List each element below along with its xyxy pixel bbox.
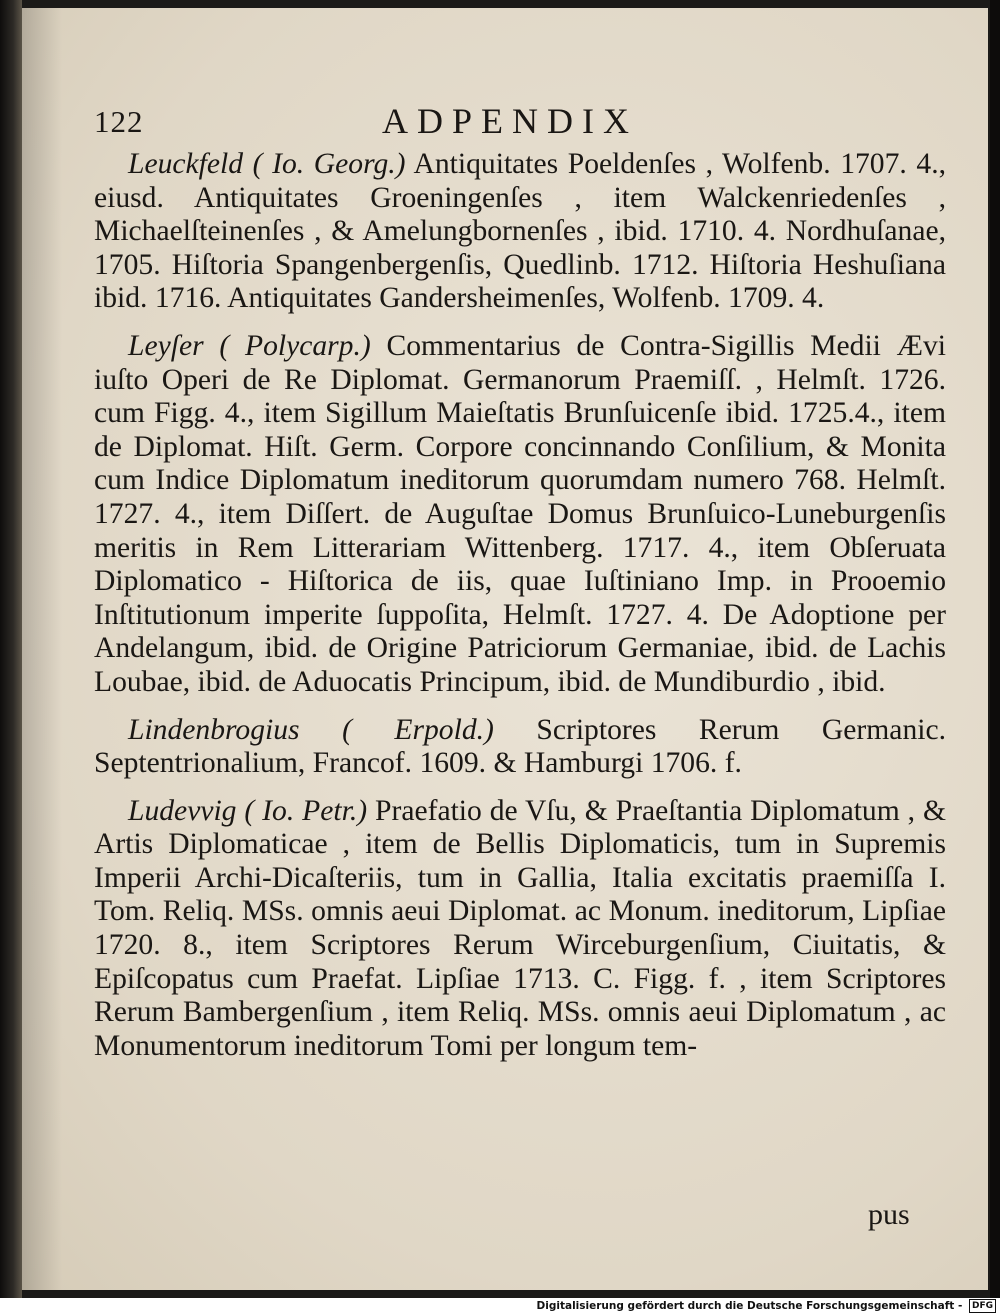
entry-text: Praefatio de Vſu, & Praeſtantia Diplomatum , & Artis Diplomaticae , item de Bellis Diplomaticis, tum in Supremis Imperii Archi-Dicaſteriis, tum in Gallia, Italia excitatis praemiſſa I. Tom. Reliq. MSs. omnis aeui Diplomat. ac Monum. ineditorum, Lipſiae 1720. 8., item Scriptores Rerum Wirceburgenſium, Ciuitatis, & Epiſcopatus cum Praefat. Lipſiae 1713. C. Figg. f. , item Scriptores Rerum Bambergenſium , item Reliq. MSs. omnis aeui Diplomatum , ac Monumentorum ineditorum Tomi per longum tem- xyxy=(94,794,946,1062)
book-spine-left xyxy=(0,0,22,1300)
digitization-footer xyxy=(0,1298,1000,1315)
page-body xyxy=(94,148,946,1063)
entry-qualifier: ( Polycarp.) xyxy=(219,329,371,362)
entry-text: Scriptores Rerum Germanic. Septentrionalium, Francof. 1609. & Hamburgi 1706. f. xyxy=(94,713,946,780)
footer-credit: Digitalisierung gefördert durch die Deutsche Forschungsgemeinschaft - xyxy=(536,1300,963,1312)
catchword: pus xyxy=(868,1198,910,1231)
entry-name: Ludevvig xyxy=(128,794,237,827)
book-edge-right xyxy=(990,0,1000,1300)
entry-qualifier: ( Io. Georg.) xyxy=(252,148,406,180)
entry-text: Antiquitates Poeldenſes , Wolfenb. 1707. 4., eiusd. Antiquitates Groeningenſes , item Walckenriedenſes , Michaelſteinenſes , & Amelungbornenſes , ibid. 1710. 4. Nordhuſanae, 1705. Hiſtoria Spangenbergenſis, Quedlinb. 1712. Hiſtoria Heshuſiana ibid. 1716. Antiquitates Gandersheimenſes, Wolfenb. 1709. 4. xyxy=(94,148,946,315)
entry-leuckfeld xyxy=(94,148,946,316)
entry-name: Leuckfeld xyxy=(128,148,244,180)
page-number: 122 xyxy=(94,104,144,139)
entry-leyser xyxy=(94,330,946,700)
entry-lindenbrogius xyxy=(94,714,946,781)
entry-qualifier: ( Io. Petr.) xyxy=(244,794,368,827)
entry-ludevvig xyxy=(94,795,946,1064)
running-title: ADPENDIX xyxy=(382,101,638,141)
entry-qualifier: ( Erpold.) xyxy=(342,713,494,746)
entry-text: Commentarius de Contra-Sigillis Medii Ævi iuſto Operi de Re Diplomat. Germanorum Praemiſſ. , Helmſt. 1726. cum Figg. 4., item Sigillum Maieſtatis Brunſuicenſe ibid. 1725.4., item de Diplomat. Hiſt. Germ. Corpore concinnando Conſilium, & Monita cum Indice Diplomatum ineditorum quorumdam numero 768. Helmſt. 1727. 4., item Diſſert. de Auguſtae Domus Brunſuico-Luneburgenſis meritis in Rem Litterariam Wittenberg. 1717. 4., item Obſeruata Diplomatico - Hiſtorica de iis, quae Iuſtiniano Imp. in Prooemio Inſtitutionum imperite ſuppoſita, Helmſt. 1727. 4. De Adoptione per Andelangum, ibid. de Origine Patriciorum Germaniae, ibid. de Lachis Loubae, ibid. de Aduocatis Principum, ibid. de Mundiburdio , ibid. xyxy=(94,329,946,698)
scanned-page xyxy=(22,8,988,1290)
dfg-logo: DFG xyxy=(969,1299,996,1313)
entry-name: Leyſer xyxy=(128,329,204,362)
entry-name: Lindenbrogius xyxy=(128,713,300,746)
